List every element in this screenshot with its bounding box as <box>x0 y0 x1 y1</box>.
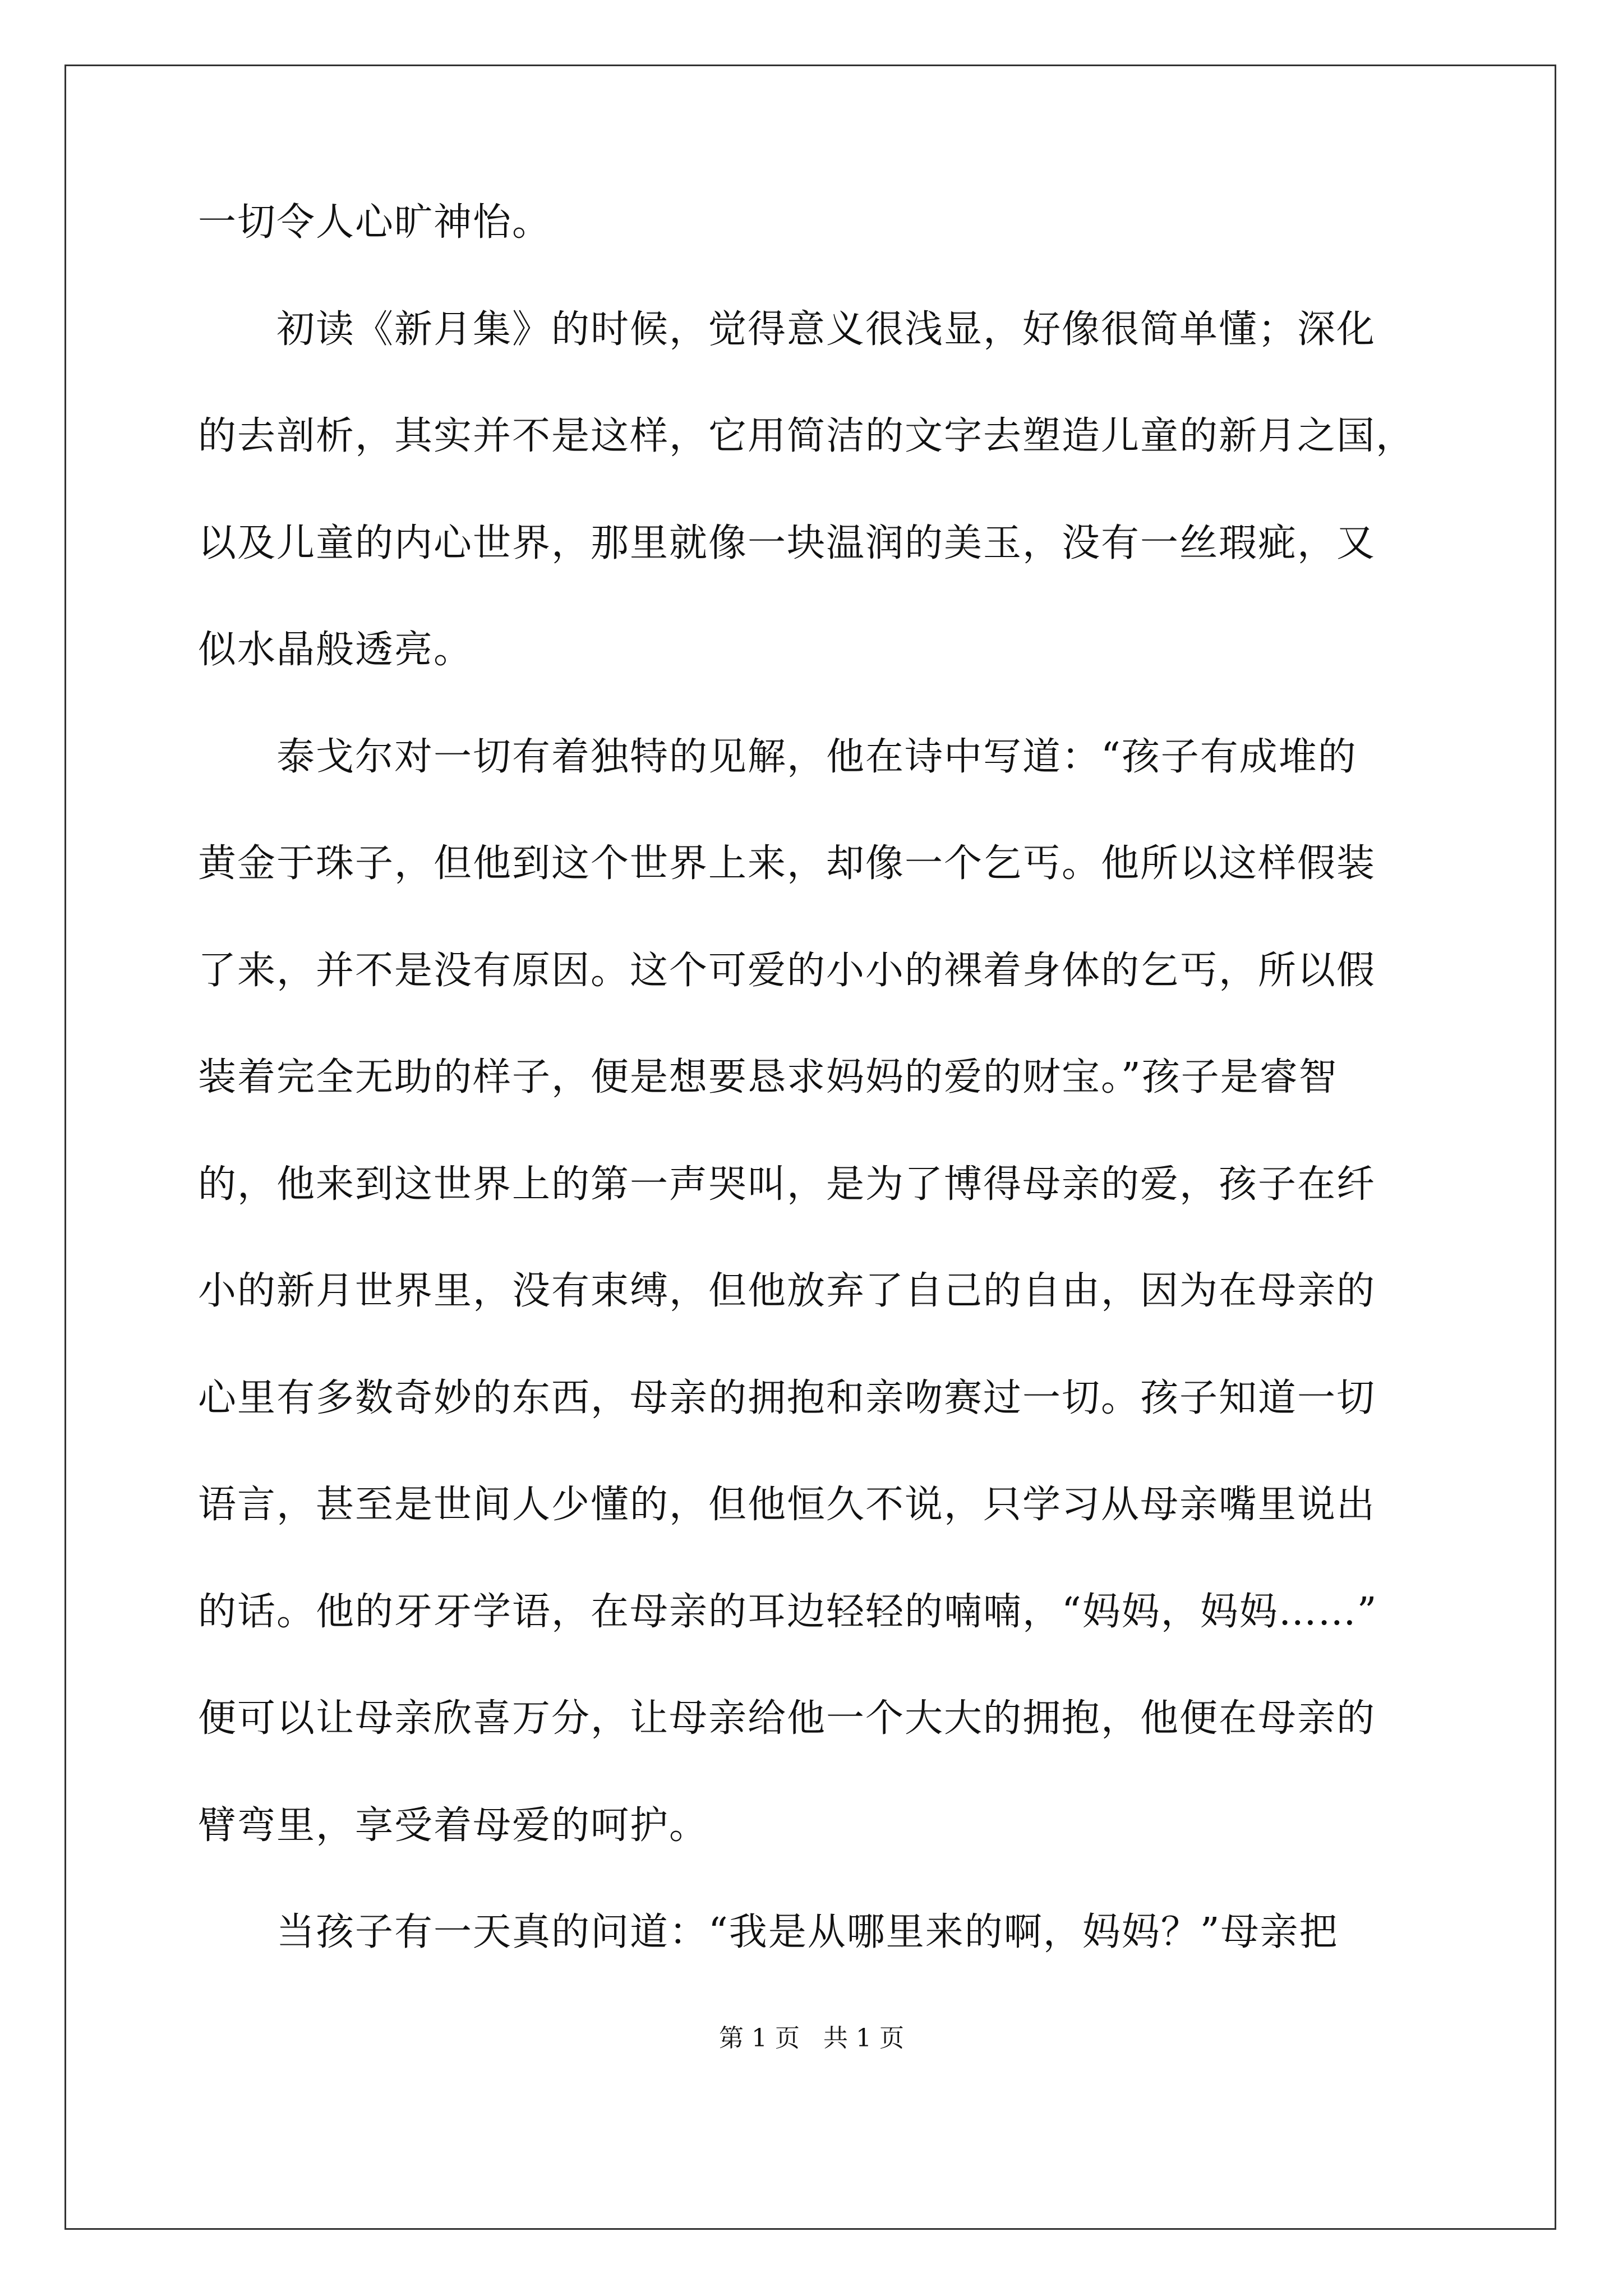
text-line: 小的新月世界里，没有束缚，但他放弃了自己的自由，因为在母亲的 <box>198 1269 1376 1313</box>
text-line: 心里有多数奇妙的东西，母亲的拥抱和亲吻赛过一切。孩子知道一切 <box>198 1375 1376 1420</box>
text-line: 装着完全无助的样子，便是想要恳求妈妈的爱的财宝。”孩子是睿智 <box>198 1055 1338 1099</box>
text-line: 泰戈尔对一切有着独特的见解，他在诗中写道：“孩子有成堆的 <box>198 734 1357 779</box>
page-footer: 第 1 页 共 1 页 <box>719 2024 904 2053</box>
document-body <box>198 200 1432 2017</box>
text-line: 的话。他的牙牙学语，在母亲的耳边轻轻的喃喃，“妈妈，妈妈……” <box>198 1589 1378 1634</box>
text-line: 初读《新月集》的时候，觉得意义很浅显，好像很简单懂；深化 <box>198 307 1376 352</box>
text-line: 黄金于珠子，但他到这个世界上来，却像一个乞丐。他所以这样假装 <box>198 841 1376 886</box>
text-line: 语言，甚至是世间人少懂的，但他恒久不说，只学习从母亲嘴里说出 <box>198 1483 1376 1527</box>
text-line: 了来，并不是没有原因。这个可爱的小小的裸着身体的乞丐，所以假 <box>198 948 1376 993</box>
text-line: 臂弯里，享受着母爱的呵护。 <box>198 1803 709 1848</box>
text-line: 一切令人心旷神怡。 <box>198 200 552 245</box>
text-line: 的，他来到这世界上的第一声哭叫，是为了博得母亲的爱，孩子在纤 <box>198 1162 1376 1207</box>
text-line: 便可以让母亲欣喜万分，让母亲给他一个大大的拥抱，他便在母亲的 <box>198 1696 1376 1741</box>
text-line: 以及儿童的内心世界，那里就像一块温润的美玉，没有一丝瑕疵，又 <box>198 521 1376 565</box>
text-line: 当孩子有一天真的问道：“我是从哪里来的啊，妈妈？”母亲把 <box>198 1910 1339 1954</box>
text-line: 的去剖析，其实并不是这样，它用简洁的文字去塑造儿童的新月之国， <box>198 414 1415 458</box>
text-line: 似水晶般透亮。 <box>198 628 473 672</box>
